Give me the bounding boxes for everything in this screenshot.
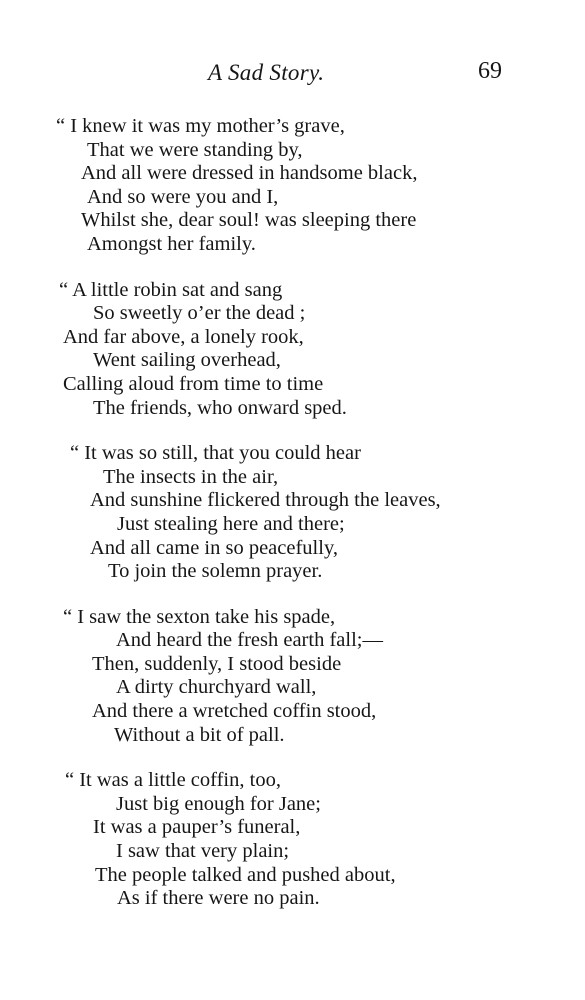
verse-line: And far above, a lonely rook, [63, 325, 304, 348]
verse-line: A dirty churchyard wall, [116, 676, 317, 699]
verse-line: And sunshine flickered through the leaves, [90, 489, 441, 512]
verse-line: And all came in so peacefully, [90, 536, 338, 559]
verse-line: And all were dressed in handsome black, [81, 162, 418, 185]
verse-line: So sweetly o’er the dead ; [93, 302, 306, 325]
verse-line: Just stealing here and there; [117, 512, 345, 535]
running-title: A Sad Story. [208, 60, 325, 85]
verse-line: Amongst her family. [87, 232, 256, 255]
stanza-3 [0, 442, 585, 584]
verse-line: “ It was a little coffin, too, [65, 769, 281, 792]
stanza-5 [0, 769, 585, 911]
verse-line: Without a bit of pall. [114, 723, 285, 746]
verse-line: Whilst she, dear soul! was sleeping there [81, 209, 417, 232]
verse-line: As if there were no pain. [117, 887, 320, 910]
verse-line: “ A little robin sat and sang [59, 278, 283, 301]
verse-line: The friends, who onward sped. [93, 396, 347, 419]
verse-line: Calling aloud from time to time [63, 372, 324, 395]
verse-line: It was a pauper’s funeral, [93, 816, 301, 839]
verse-line: “ I saw the sexton take his spade, [63, 605, 336, 628]
verse-line: And so were you and I, [87, 185, 279, 208]
verse-line: Went sailing overhead, [93, 349, 281, 372]
stanza-1 [0, 115, 585, 257]
stanza-2 [0, 279, 585, 421]
stanza-4 [0, 606, 585, 748]
poem-body [0, 115, 585, 933]
verse-line: Then, suddenly, I stood beside [92, 652, 342, 675]
verse-line: The insects in the air, [103, 465, 279, 488]
page-number: 69 [478, 58, 502, 84]
verse-line: The people talked and pushed about, [95, 863, 396, 886]
verse-line: And there a wretched coffin stood, [92, 700, 377, 723]
verse-line: And heard the fresh earth fall;— [116, 629, 383, 652]
verse-line: I saw that very plain; [116, 840, 290, 863]
verse-line: Just big enough for Jane; [116, 792, 321, 815]
verse-line: “ It was so still, that you could hear [70, 442, 361, 465]
verse-line: That we were standing by, [87, 138, 303, 161]
verse-line: To join the solemn prayer. [108, 560, 323, 583]
verse-line: “ I knew it was my mother’s grave, [56, 115, 345, 137]
